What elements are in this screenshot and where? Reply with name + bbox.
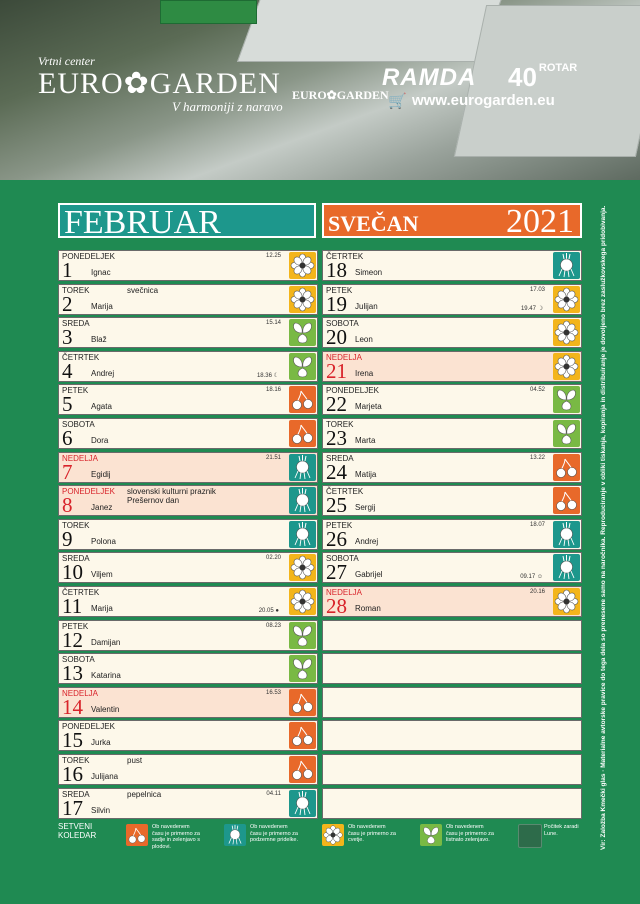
fruit-icon (289, 756, 316, 783)
time-top: 18.16 (265, 387, 281, 394)
weekday-label: NEDELJA (62, 688, 99, 698)
name-day: Janez (91, 503, 113, 513)
day-row (58, 519, 318, 550)
weekday-label: TOREK (62, 520, 90, 530)
empty-day-box (322, 720, 582, 751)
weekday-label: TOREK (62, 756, 90, 765)
time-top: 08.23 (265, 622, 281, 629)
moon-phase-time: 09.17 ☺ (520, 574, 543, 581)
day-number: 25 (326, 493, 347, 518)
weekday-label: SOBOTA (62, 420, 95, 429)
time-top: 20.16 (529, 589, 545, 595)
weekday-label: ČETRTEK (62, 352, 100, 362)
day-row (322, 552, 582, 583)
weekday-label: PETEK (326, 520, 353, 530)
name-day: Julijana (91, 772, 119, 781)
month-alt-title: SVEČAN (328, 211, 419, 236)
flower-icon (322, 824, 344, 846)
root-icon (289, 790, 316, 817)
day-row (58, 384, 318, 415)
day-number: 5 (62, 392, 73, 417)
day-row (58, 754, 318, 785)
root-icon (289, 521, 316, 548)
time-top: 02.20 (265, 555, 281, 562)
flower-icon (289, 588, 316, 615)
day-row (58, 452, 318, 483)
day-row (58, 720, 318, 751)
day-number: 14 (62, 694, 83, 719)
day-row (58, 620, 318, 651)
weekday-label: PONEDELJEK (62, 252, 115, 261)
name-day: Damijan (91, 637, 121, 647)
time-top: 21.51 (265, 454, 281, 461)
day-number: 1 (62, 258, 73, 282)
weekday-label: PONEDELJEK (326, 386, 379, 396)
name-day: Dora (91, 436, 109, 445)
leaf-icon (289, 622, 316, 649)
name-day: Agata (91, 402, 112, 412)
weekday-label: SREDA (62, 554, 90, 564)
day-number: 7 (62, 459, 73, 484)
legend-text: Ob navedenem času je primerno za cvetje. (348, 824, 396, 843)
weekday-label: TOREK (62, 285, 90, 295)
name-day: Leon (355, 335, 373, 345)
name-day: Marija (91, 604, 113, 613)
day-row (322, 452, 582, 483)
day-row (322, 351, 582, 382)
day-number: 16 (62, 762, 83, 786)
day-row (58, 653, 318, 684)
flower-icon (553, 353, 580, 380)
fruit-icon (553, 454, 580, 481)
weekday-label: NEDELJA (62, 453, 99, 463)
fruit-icon (289, 386, 316, 413)
time-top: 16.53 (265, 689, 281, 696)
rest-icon (518, 824, 542, 848)
weekday-label: SOBOTA (62, 655, 95, 665)
leaf-icon (289, 655, 316, 682)
flower-icon (289, 286, 316, 313)
day-number: 11 (62, 594, 83, 618)
legend-title: SETVENI KOLEDAR (58, 822, 97, 840)
name-day: Roman (355, 604, 381, 613)
leaf-icon (289, 353, 316, 380)
empty-day-box (322, 687, 582, 718)
month-title: FEBRUAR (58, 203, 316, 238)
legend-text: Počitek zaradi Lune. (544, 824, 579, 837)
root-icon (289, 454, 316, 481)
name-day: Katarina (91, 671, 121, 681)
day-row (58, 552, 318, 583)
time-top: 18.07 (529, 521, 545, 528)
eurogarden-logo (38, 54, 283, 115)
flower-icon (553, 286, 580, 313)
weekday-label: PETEK (62, 386, 89, 396)
weekday-label: SREDA (62, 789, 90, 799)
day-number: 26 (326, 526, 347, 551)
empty-day-box (322, 754, 582, 785)
day-row (58, 418, 318, 449)
legend (58, 820, 588, 850)
moon-phase-time: 19.47 ☽ (520, 305, 543, 312)
day-number: 2 (62, 291, 73, 316)
day-number: 21 (326, 358, 347, 383)
day-number: 15 (62, 728, 83, 753)
weekday-label: ČETRTEK (62, 588, 100, 597)
day-row (322, 250, 582, 281)
day-row (322, 384, 582, 415)
flower-icon (289, 554, 316, 581)
fruit-icon (553, 487, 580, 514)
holiday-label: slovenski kulturni praznik Prešernov dan (127, 487, 216, 506)
root-icon (289, 487, 316, 514)
holiday-label: pepelnica (127, 789, 162, 799)
name-day: Marija (91, 301, 113, 311)
day-number: 20 (326, 325, 347, 350)
name-day: Viljem (91, 570, 113, 580)
day-number: 23 (326, 426, 347, 450)
name-day: Julijan (355, 301, 378, 311)
day-number: 24 (326, 459, 347, 484)
day-row (58, 250, 318, 281)
month-alt-header (322, 203, 582, 238)
name-day: Marjeta (355, 402, 382, 412)
moon-phase-time: 18.36 ☾ (256, 372, 279, 379)
side-note (589, 205, 607, 850)
day-number: 28 (326, 594, 347, 618)
brand-slogan: V harmoniji z naravo (172, 99, 283, 114)
weekday-label: PETEK (62, 621, 89, 631)
day-number: 19 (326, 291, 347, 316)
day-number: 10 (62, 560, 83, 585)
rotar-text: ROTAR (538, 62, 578, 74)
day-row (58, 586, 318, 617)
day-number: 4 (62, 358, 73, 383)
day-number: 9 (62, 526, 73, 551)
name-day: Jurka (91, 738, 111, 748)
name-day: Andrej (91, 368, 115, 378)
root-icon (553, 252, 580, 279)
day-row (322, 519, 582, 550)
time-top: 04.52 (529, 387, 545, 394)
weekday-label: TOREK (326, 420, 354, 429)
root-icon (553, 521, 580, 548)
name-day: Simeon (355, 268, 383, 277)
time-top: 17.03 (529, 286, 545, 293)
day-number: 17 (62, 795, 83, 820)
legend-text: Ob navedenem času je primerno za listnato zelenjavo. (446, 824, 494, 843)
leaf-icon (289, 319, 316, 346)
flower-icon (553, 588, 580, 615)
day-number: 22 (326, 392, 347, 417)
fruit-icon (126, 824, 148, 846)
weekday-label: SOBOTA (326, 554, 359, 564)
day-row (58, 788, 318, 819)
day-number: 18 (326, 258, 347, 282)
rotar-logo (508, 62, 577, 93)
header-photo (0, 0, 640, 180)
name-day: Marta (355, 436, 376, 445)
weekday-label: SREDA (326, 453, 354, 463)
empty-day-box (322, 653, 582, 684)
time-top: 04.11 (266, 790, 281, 797)
day-row (322, 586, 582, 617)
day-row (322, 485, 582, 516)
name-day: Polona (91, 536, 116, 546)
flower-icon (553, 319, 580, 346)
day-number: 27 (326, 560, 347, 585)
day-number: 8 (62, 493, 73, 518)
weekday-label: PETEK (326, 285, 353, 295)
brand-logo: EURO✿GARDEN (38, 67, 281, 100)
day-row (58, 485, 318, 516)
day-row (322, 317, 582, 348)
empty-day-box (322, 788, 582, 819)
side-note-text: Vir: Založba Kmečki glas · Materialne avtorske pravice do tega dela so prenesene samo na naročnika. Reproduciranje v obliki tiskanja, kopiranja in distribuiranje je dovoljeno brez zaslužkovskega pridobivanja. (600, 205, 607, 850)
fruit-icon (289, 689, 316, 716)
weekday-label: SOBOTA (326, 319, 359, 329)
legend-text: Ob navedenem času je primerno za sadje in zelenjavo s plodovi. (152, 824, 201, 850)
name-day: Valentin (91, 704, 120, 714)
day-row (58, 687, 318, 718)
time-top: 13.22 (529, 454, 545, 461)
weekday-label: NEDELJA (326, 352, 363, 362)
moon-phase-time: 20.05 ● (258, 608, 279, 614)
root-icon (224, 824, 246, 846)
name-day: Sergij (355, 503, 376, 513)
weekday-label: SREDA (62, 319, 90, 329)
building-sign: EURO✿GARDEN (292, 88, 389, 102)
cart-icon: 🛒 (388, 93, 407, 110)
day-number: 3 (62, 325, 73, 350)
name-day: Ignac (91, 268, 111, 277)
rotar-number: 40 (508, 62, 537, 92)
fruit-icon (289, 722, 316, 749)
day-row (58, 317, 318, 348)
green-canopy (160, 0, 257, 24)
weekday-label: ČETRTEK (326, 252, 364, 261)
leaf-icon (553, 420, 580, 447)
year-title: 2021 (506, 203, 574, 240)
day-row (322, 418, 582, 449)
name-day: Egidij (91, 469, 111, 479)
empty-day-box (322, 620, 582, 651)
time-top: 12.25 (265, 253, 281, 259)
day-number: 12 (62, 627, 83, 652)
weekday-label: PONEDELJEK (62, 722, 115, 732)
website-url[interactable]: www.eurogarden.eu (412, 92, 555, 109)
root-icon (553, 554, 580, 581)
name-day: Irena (355, 368, 374, 378)
name-day: Blaž (91, 335, 107, 345)
weekday-label: NEDELJA (326, 588, 363, 597)
legend-text: Ob navedenem času je primerno za podzemne pridelke. (250, 824, 299, 843)
ramda-logo: RAMDA (382, 64, 477, 91)
leaf-icon (553, 386, 580, 413)
weekday-label: PONEDELJEK (62, 487, 115, 497)
name-day: Matija (355, 469, 377, 479)
brand-sub: Vrtni center (38, 54, 95, 68)
holiday-label: pust (127, 756, 143, 765)
name-day: Andrej (355, 536, 379, 546)
weekday-label: ČETRTEK (326, 487, 364, 497)
name-day: Silvin (91, 805, 111, 815)
leaf-icon (420, 824, 442, 846)
day-row (58, 351, 318, 382)
name-day: Gabrijel (355, 570, 383, 580)
flower-icon (289, 252, 316, 279)
day-number: 13 (62, 661, 83, 686)
day-row (322, 284, 582, 315)
day-number: 6 (62, 426, 73, 450)
fruit-icon (289, 420, 316, 447)
holiday-label: svečnica (127, 285, 159, 295)
day-row (58, 284, 318, 315)
time-top: 15.14 (265, 320, 281, 327)
building-roof (237, 0, 505, 62)
